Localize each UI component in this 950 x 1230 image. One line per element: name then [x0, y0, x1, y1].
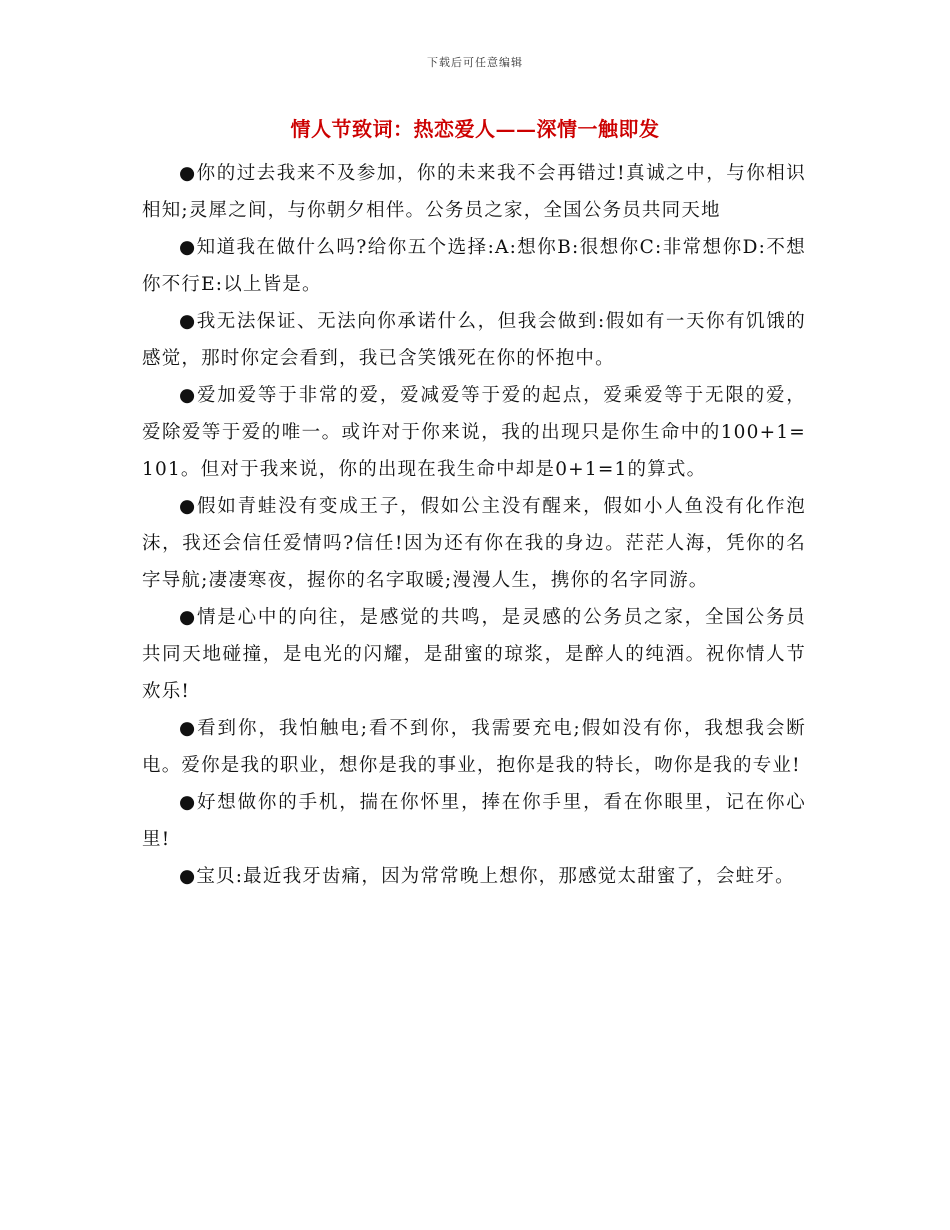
- paragraph-5: ●假如青蛙没有变成王子，假如公主没有醒来，假如小人鱼没有化作泡沫，我还会信任爱情吗?信任!因为还有你在我的身边。茫茫人海，凭你的名字导航;凄凄寒夜，握你的名字取暖;漫漫人生，携你的名字同游。: [142, 496, 806, 591]
- paragraph-1: ●你的过去我来不及参加，你的未来我不会再错过!真诚之中，与你相识相知;灵犀之间，与你朝夕相伴。公务员之家，全国公务员共同天地: [142, 163, 806, 221]
- paragraph-2: ●知道我在做什么吗?给你五个选择:A:想你B:很想你C:非常想你D:不想你不行E:以上皆是。: [142, 237, 806, 295]
- page-header-note: 下载后可任意编辑: [427, 56, 523, 69]
- paragraph-3: ●我无法保证、无法向你承诺什么，但我会做到:假如有一天你有饥饿的感觉，那时你定会看到，我已含笑饿死在你的怀抱中。: [142, 311, 806, 369]
- paragraph-7: ●看到你，我怕触电;看不到你，我需要充电;假如没有你，我想我会断电。爱你是我的职业，想你是我的事业，抱你是我的特长，吻你是我的专业!: [142, 718, 806, 776]
- document-body: [142, 155, 806, 895]
- paragraph-9: ●宝贝:最近我牙齿痛，因为常常晚上想你，那感觉太甜蜜了，会蛀牙。: [179, 866, 795, 887]
- paragraph-4: ●爱加爱等于非常的爱，爱减爱等于爱的起点，爱乘爱等于无限的爱，爱除爱等于爱的唯一。或许对于你来说，我的出现只是你生命中的100+1=101。但对于我来说，你的出现在我生命中却是0+1=1的算式。: [142, 385, 806, 480]
- document-title: 情人节致词：热恋爱人——深情一触即发: [290, 117, 660, 141]
- paragraph-8: ●好想做你的手机，揣在你怀里，捧在你手里，看在你眼里，记在你心里!: [142, 792, 806, 850]
- paragraph-6: ●情是心中的向往，是感觉的共鸣，是灵感的公务员之家，全国公务员共同天地碰撞，是电光的闪耀，是甜蜜的琼浆，是醉人的纯酒。祝你情人节欢乐!: [142, 607, 806, 702]
